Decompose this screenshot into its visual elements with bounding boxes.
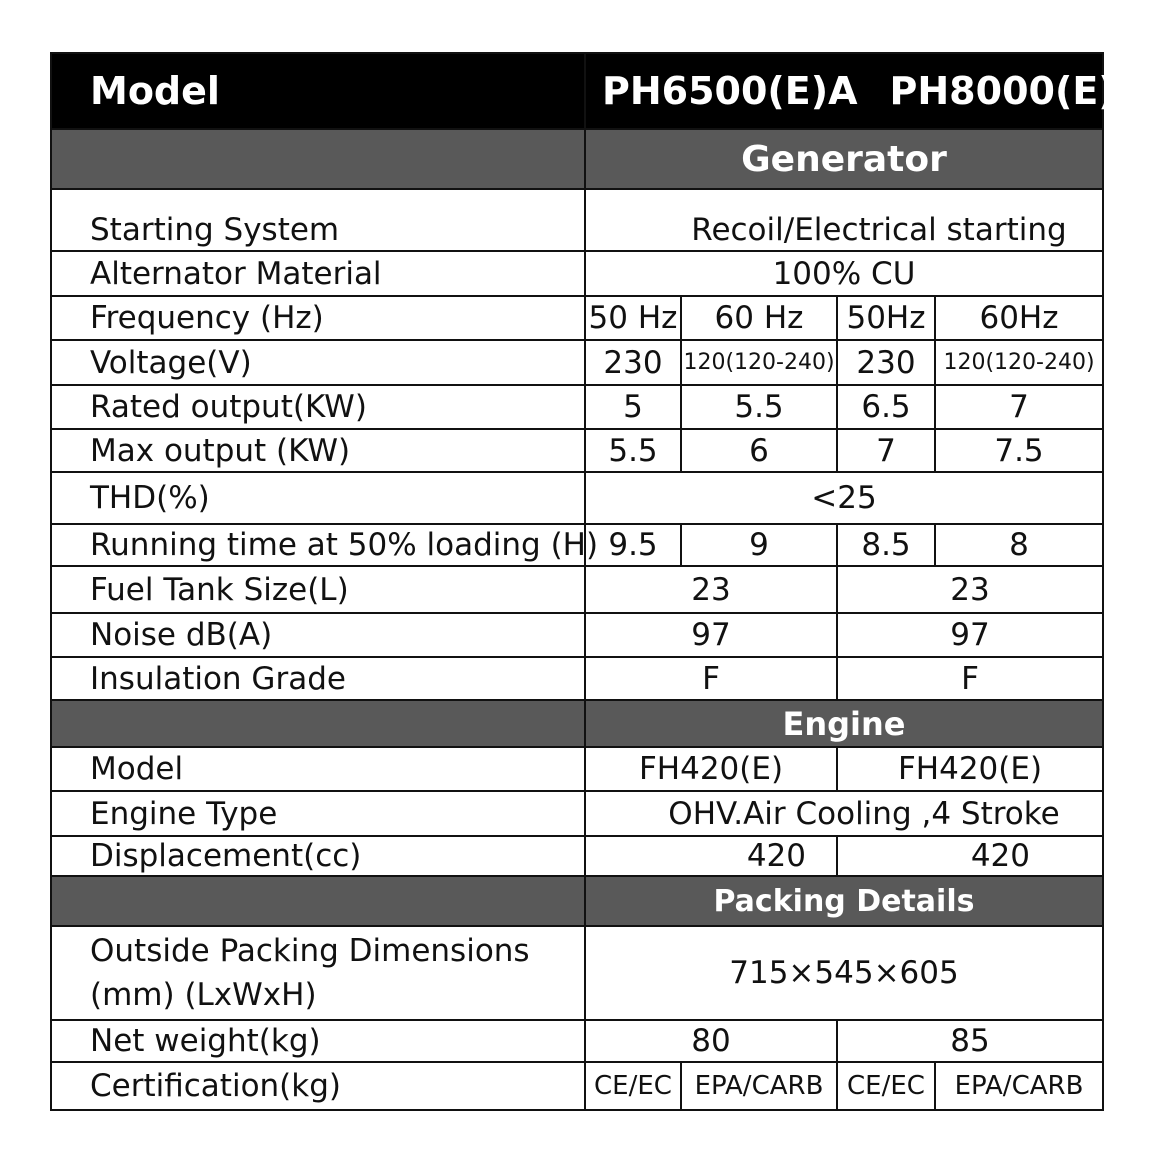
engine-model-value: FH420(E) — [837, 747, 1103, 791]
row-net-weight — [51, 1020, 1103, 1062]
rated-output-value: 5.5 — [681, 385, 837, 429]
voltage-value: 230 — [585, 340, 681, 385]
max-output-value: 6 — [681, 429, 837, 472]
spec-table — [50, 52, 1146, 1111]
displacement-value: 420 — [837, 836, 1103, 876]
frequency-label: Frequency (Hz) — [51, 296, 585, 340]
row-certification — [51, 1062, 1103, 1110]
row-running-time — [51, 524, 1103, 566]
fuel-tank-value: 23 — [837, 566, 1103, 613]
rated-output-value: 5 — [585, 385, 681, 429]
max-output-value: 7 — [837, 429, 935, 472]
section-engine: Engine — [585, 700, 1103, 747]
voltage-label: Voltage(V) — [51, 340, 585, 385]
noise-value: 97 — [837, 613, 1103, 657]
running-time-value: 8.5 — [837, 524, 935, 566]
fuel-tank-value: 23 — [585, 566, 837, 613]
starting-system-label: Starting System — [51, 189, 585, 251]
thd-label: THD(%) — [51, 472, 585, 524]
insulation-value: F — [585, 657, 837, 700]
certification-value: EPA/CARB — [935, 1062, 1103, 1110]
running-time-value: 9 — [681, 524, 837, 566]
frequency-value: 50 Hz — [585, 296, 681, 340]
alternator-material-value: 100% CU — [585, 251, 1103, 296]
displacement-value: 420 — [585, 836, 837, 876]
row-packing-dimensions — [51, 926, 1103, 1020]
model-names — [585, 53, 1146, 129]
thd-value: <25 — [585, 472, 1103, 524]
rated-output-value: 7 — [935, 385, 1103, 429]
running-time-label: Running time at 50% loading (H) — [51, 524, 585, 566]
rated-output-value: 6.5 — [837, 385, 935, 429]
certification-value: EPA/CARB — [681, 1062, 837, 1110]
voltage-value: 120(120-240) — [935, 340, 1103, 385]
row-displacement — [51, 836, 1103, 876]
fuel-tank-label: Fuel Tank Size(L) — [51, 566, 585, 613]
engine-model-label: Model — [51, 747, 585, 791]
frequency-value: 50Hz — [837, 296, 935, 340]
net-weight-value: 85 — [837, 1020, 1103, 1062]
net-weight-value: 80 — [585, 1020, 837, 1062]
frequency-value: 60Hz — [935, 296, 1103, 340]
row-thd — [51, 472, 1103, 524]
row-alternator-material — [51, 251, 1103, 296]
certification-value: CE/EC — [585, 1062, 681, 1110]
row-starting-system — [51, 189, 1103, 251]
alternator-material-label: Alternator Material — [51, 251, 585, 296]
section-generator: Generator — [585, 129, 1103, 189]
voltage-value: 120(120-240) — [681, 340, 837, 385]
running-time-value: 8 — [935, 524, 1103, 566]
noise-value: 97 — [585, 613, 837, 657]
row-frequency — [51, 296, 1103, 340]
header-row — [51, 53, 1103, 129]
running-time-value: 9.5 — [585, 524, 681, 566]
section-packing: Packing Details — [585, 876, 1103, 926]
row-fuel-tank — [51, 566, 1103, 613]
section-engine-row — [51, 700, 1103, 747]
engine-type-value: OHV.Air Cooling ,4 Stroke — [585, 791, 1103, 836]
row-engine-type — [51, 791, 1103, 836]
max-output-value: 7.5 — [935, 429, 1103, 472]
row-max-output — [51, 429, 1103, 472]
section-generator-row — [51, 129, 1103, 189]
rated-output-label: Rated output(KW) — [51, 385, 585, 429]
insulation-label: Insulation Grade — [51, 657, 585, 700]
row-engine-model — [51, 747, 1103, 791]
net-weight-label: Net weight(kg) — [51, 1020, 585, 1062]
max-output-label: Max output (KW) — [51, 429, 585, 472]
section-packing-row — [51, 876, 1103, 926]
voltage-value: 230 — [837, 340, 935, 385]
model-name-1: PH6500(E)A — [602, 69, 858, 113]
engine-type-label: Engine Type — [51, 791, 585, 836]
packing-dimensions-label — [51, 926, 585, 1020]
packing-dimensions-label-line1: Outside Packing Dimensions — [90, 933, 530, 969]
row-insulation — [51, 657, 1103, 700]
packing-dimensions-label-line2: (mm) (LxWxH) — [90, 977, 317, 1013]
certification-value: CE/EC — [837, 1062, 935, 1110]
displacement-label: Displacement(cc) — [51, 836, 585, 876]
row-noise — [51, 613, 1103, 657]
insulation-value: F — [837, 657, 1103, 700]
engine-model-value: FH420(E) — [585, 747, 837, 791]
packing-dimensions-value: 715×545×605 — [585, 926, 1103, 1020]
model-header-label: Model — [51, 53, 585, 129]
frequency-value: 60 Hz — [681, 296, 837, 340]
row-voltage — [51, 340, 1103, 385]
model-name-2: PH8000(E)A — [889, 69, 1146, 113]
starting-system-value: Recoil/Electrical starting — [585, 189, 1103, 251]
row-rated-output — [51, 385, 1103, 429]
noise-label: Noise dB(A) — [51, 613, 585, 657]
certification-label: Certification(kg) — [51, 1062, 585, 1110]
max-output-value: 5.5 — [585, 429, 681, 472]
